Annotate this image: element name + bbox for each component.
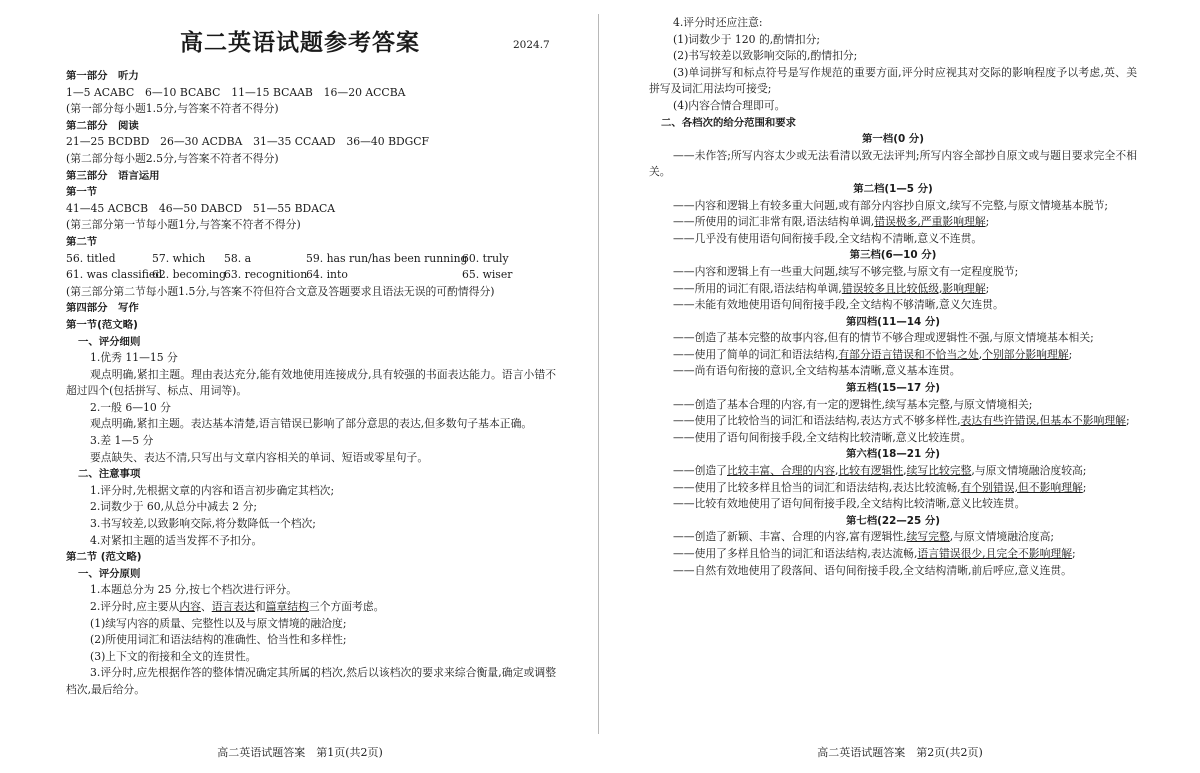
answer-58: 58. a <box>224 251 252 265</box>
level-2-item-1: ——内容和逻辑上有较多重大问题,或有部分内容抄自原文,续写不完整,与原文情境基本脱节; <box>673 198 1109 212</box>
level-7-heading: 第七档(22—25 分) <box>846 514 940 527</box>
grammar-answers-row-1 <box>66 251 556 268</box>
grade-excellent: 1.优秀 11—15 分 <box>90 351 178 365</box>
level-4-item-2: ——使用了简单的词汇和语法结构,有部分语言错误和不恰当之处,个别部分影响理解; <box>673 347 1073 361</box>
scoring-rules-heading: 一、评分细则 <box>78 335 141 348</box>
part2-note: (第二部分每小题2.5分,与答案不符者不得分) <box>66 151 279 165</box>
grade-average-desc: 观点明确,紧扣主题。表达基本清楚,语言错误已影响了部分意思的表达,但多数句子基本正确。 <box>90 417 533 431</box>
answer-62: 62. becoming <box>152 268 227 282</box>
part2-heading: 第二部分 阅读 <box>66 119 139 132</box>
answer-65: 65. wiser <box>462 268 513 282</box>
answer-57: 57. which <box>152 251 206 265</box>
principle-2: 2.评分时,应主要从内容、语言表达和篇章结构三个方面考虑。 <box>90 600 385 613</box>
principle-4-item-3: (3)单词拼写和标点符号是写作规范的重要方面,评分时应视其对交际的影响程度予以考虑,英、美拼写及词汇用法均可接受; <box>649 65 1137 96</box>
level-3-item-2: ——所用的词汇有限,语法结构单调,错误较多且比较低级,影响理解; <box>673 281 990 295</box>
level-3-item-1: ——内容和逻辑上有一些重大问题,续写不够完整,与原文有一定程度脱节; <box>673 264 1019 278</box>
level-5-item-3: ——使用了语句间衔接手段,全文结构比较清晰,意义比较连贯。 <box>673 430 972 444</box>
level-2-item-2: ——所使用的词汇非常有限,语法结构单调,错误极多,严重影响理解; <box>673 215 990 229</box>
answer-59: 59. has run/has been running <box>306 251 468 265</box>
level-6-heading: 第六档(18—21 分) <box>846 448 940 461</box>
level-6-item-1: ——创造了比较丰富、合理的内容,比较有逻辑性,续写比较完整,与原文情境融洽度较高; <box>673 464 1087 478</box>
principle-1: 1.本题总分为 25 分,按七个档次进行评分。 <box>90 583 298 597</box>
page-1-content <box>66 68 556 699</box>
level-4-item-3: ——尚有语句衔接的意识,全文结构基本清晰,意义基本连贯。 <box>673 364 961 378</box>
principle-4-item-2: (2)书写较差以致影响交际的,酌情扣分; <box>673 49 858 63</box>
level-2-item-3: ——几乎没有使用语句间衔接手段,全文结构不清晰,意义不连贯。 <box>673 231 983 245</box>
part3-section1-note: (第三部分第一节每小题1分,与答案不符者不得分) <box>66 218 301 232</box>
level-1-heading: 第一档(0 分) <box>862 133 924 146</box>
document-title: 高二英语试题参考答案 <box>180 29 420 56</box>
answer-61: 61. was classified <box>66 268 163 282</box>
principle-3: 3.评分时,应先根据作答的整体情况确定其所属的档次,然后以该档次的要求来综合衡量,确定或调整档次,最后给分。 <box>66 666 556 696</box>
part1-note: (第一部分每小题1.5分,与答案不符者不得分) <box>66 102 279 116</box>
page-2-content <box>649 15 1137 579</box>
level-5-heading: 第五档(15—17 分) <box>846 382 940 395</box>
document-date: 2024.7 <box>513 39 550 51</box>
level-7-item-3: ——自然有效地使用了段落间、语句间衔接手段,全文结构清晰,前后呼应,意义连贯。 <box>673 563 1072 577</box>
level-3-heading: 第三档(6—10 分) <box>849 249 937 262</box>
grade-poor-desc: 要点缺失、表达不清,只写出与文章内容相关的单词、短语或零星句子。 <box>90 450 429 464</box>
part2-answers: 21—25 BCDBD 26—30 ACDBA 31—35 CCAAD 36—40 BDGCF <box>66 135 430 149</box>
answer-60: 60. truly <box>462 251 509 265</box>
level-5-item-1: ——创造了基本合理的内容,有一定的逻辑性,续写基本完整,与原文情境相关; <box>673 397 1033 411</box>
principle-4: 4.评分时还应注意: <box>673 16 763 29</box>
part3-section1-answers: 41—45 ACBCB 46—50 DABCD 51—55 BDACA <box>66 201 336 215</box>
level-6-item-2: ——使用了比较多样且恰当的词汇和语法结构,表达比较流畅,有个别错误,但不影响理解; <box>673 480 1087 494</box>
note-2: 2.词数少于 60,从总分中减去 2 分; <box>90 500 258 514</box>
writing-section1-heading: 第一节(范文略) <box>66 318 138 331</box>
grade-average: 2.一般 6—10 分 <box>90 400 171 414</box>
level-3-item-3: ——未能有效地使用语句间衔接手段,全文结构不够清晰,意义欠连贯。 <box>673 298 1004 312</box>
principle-4-item-4: (4)内容合情合理即可。 <box>673 98 786 112</box>
level-4-item-1: ——创造了基本完整的故事内容,但有的情节不够合理或逻辑性不强,与原文情境基本相关; <box>673 331 1094 345</box>
level-1-item-1: ——未作答;所写内容太少或无法看清以致无法评判;所写内容全部抄自原文或与题目要求完全不相关。 <box>649 148 1137 179</box>
note-1: 1.评分时,先根据文章的内容和语言初步确定其档次; <box>90 483 335 497</box>
writing-section2-heading: 第二节 (范文略) <box>66 551 142 564</box>
part1-answers: 1—5 ACABC 6—10 BCABC 11—15 BCAAB 16—20 ACCBA <box>66 85 406 99</box>
level-2-heading: 第二档(1—5 分) <box>853 182 933 195</box>
answer-page-2 <box>600 0 1200 773</box>
page-2-footer: 高二英语试题答案 第2页(共2页) <box>817 746 983 759</box>
note-4: 4.对紧扣主题的适当发挥不予扣分。 <box>90 533 263 547</box>
part3-section1-heading: 第一节 <box>66 186 98 199</box>
part3-heading: 第三部分 语言运用 <box>66 169 160 182</box>
part3-section2-heading: 第二节 <box>66 235 98 248</box>
principle-2-item-2: (2)所使用词汇和语法结构的准确性、恰当性和多样性; <box>90 633 347 647</box>
grade-excellent-desc: 观点明确,紧扣主题。理由表达充分,能有效地使用连接成分,具有较强的书面表达能力。语言小错不超过四个(包括拼写、标点、用词等)。 <box>66 367 556 398</box>
scoring-principles-heading: 一、评分原则 <box>78 567 141 580</box>
grade-poor: 3.差 1—5 分 <box>90 434 154 448</box>
levels-heading: 二、各档次的给分范围和要求 <box>661 116 797 129</box>
answer-64: 64. into <box>306 268 348 282</box>
page-1-footer: 高二英语试题答案 第1页(共2页) <box>217 746 383 759</box>
part4-heading: 第四部分 写作 <box>66 302 139 315</box>
grammar-answers-row-2 <box>66 267 556 284</box>
part1-heading: 第一部分 听力 <box>66 70 139 82</box>
level-4-heading: 第四档(11—14 分) <box>846 315 940 328</box>
part3-section2-note: (第三部分第二节每小题1.5分,与答案不符但符合文意及答题要求且语法无误的可酌情得分) <box>66 284 495 298</box>
notes-heading: 二、注意事项 <box>78 468 141 481</box>
answer-56: 56. titled <box>66 251 116 265</box>
answer-63: 63. recognition <box>224 268 308 282</box>
level-7-item-1: ——创造了新颖、丰富、合理的内容,富有逻辑性,续写完整,与原文情境融洽度高; <box>673 530 1055 544</box>
principle-2-item-3: (3)上下文的衔接和全文的连贯性。 <box>90 649 257 663</box>
note-3: 3.书写较差,以致影响交际,将分数降低一个档次; <box>90 517 316 531</box>
level-5-item-2: ——使用了比较恰当的词汇和语法结构,表达方式不够多样性,表达有些许错误,但基本不影响理解; <box>673 414 1130 428</box>
level-6-item-3: ——比较有效地使用了语句间衔接手段,全文结构比较清晰,意义比较连贯。 <box>673 497 1026 511</box>
principle-2-item-1: (1)续写内容的质量、完整性以及与原文情境的融洽度; <box>90 616 347 630</box>
level-7-item-2: ——使用了多样且恰当的词汇和语法结构,表达流畅,语言错误很少,且完全不影响理解; <box>673 547 1076 560</box>
principle-4-item-1: (1)词数少于 120 的,酌情扣分; <box>673 32 821 46</box>
page-divider <box>598 14 599 734</box>
